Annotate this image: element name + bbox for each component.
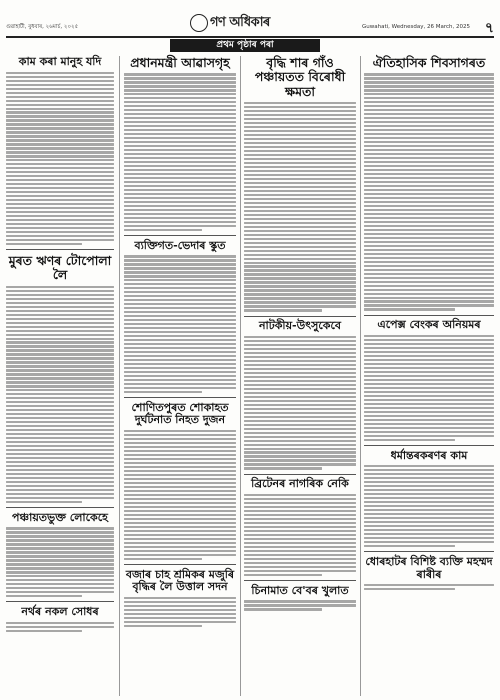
- headline-kam-kora: কাম কৰা মানুহ যদি: [18, 55, 102, 68]
- headline-panchayat: পঞ্চায়তভুক্ত লোকেহে: [12, 510, 108, 524]
- column-3: [244, 56, 356, 613]
- article-divider: [6, 507, 114, 508]
- article-divider: [124, 235, 236, 236]
- article-divider: [364, 445, 494, 446]
- article-divider: [124, 564, 236, 565]
- article-body: [124, 597, 236, 627]
- article-body: [364, 335, 494, 441]
- article-body: [364, 584, 494, 590]
- article-divider: [244, 580, 356, 581]
- article-body: [244, 102, 356, 311]
- masthead-date-left: গুৱাহাটী, বুধবাৰ, ২৬মাৰ্চ, ২০২৫: [6, 24, 79, 30]
- headline-sivasagar: ঐতিহাসিক শিবসাগৰত: [372, 55, 486, 70]
- headline-pm-awas: প্ৰধানমন্ত্ৰী আৱাসগৃহ: [130, 55, 230, 70]
- column-4: [364, 56, 494, 592]
- article-body: [6, 622, 114, 632]
- headline-apex-bank: এপেক্স বেংকৰ অনিয়মৰ: [377, 318, 481, 332]
- article-body: [364, 465, 494, 547]
- article-divider: [244, 474, 356, 475]
- headline-natakiya: নাটকীয়-উৎসুকেবে: [258, 319, 341, 333]
- headline-britain: ব্ৰিটেনৰ নাগৰিক নেকি: [251, 477, 349, 491]
- article-body: [364, 73, 494, 310]
- article-divider: [244, 316, 356, 317]
- article-divider: [124, 397, 236, 398]
- headline-byaktigat: ব্যক্তিগত-ভেদাৰ স্কুত: [134, 238, 226, 252]
- article-body: [244, 336, 356, 470]
- headline-murot-rin: মুৰত ঋণৰ টোপোলা লৈ: [8, 252, 112, 283]
- article-divider: [364, 551, 494, 552]
- article-body: [6, 286, 114, 503]
- section-banner: প্ৰথম পৃষ্ঠাৰ পৰা: [170, 39, 320, 52]
- logo-mark-icon: [190, 14, 208, 32]
- column-2: [124, 56, 236, 629]
- headline-tea-wage: বজাৰ চাহ শ্ৰমিকৰ মজুৰি বৃদ্ধিৰ লৈ উত্তাল সদন: [125, 567, 235, 594]
- article-body: [124, 430, 236, 560]
- article-body: [6, 72, 114, 246]
- article-divider: [364, 315, 494, 316]
- headline-dharmantar: ধৰ্মান্তৰকৰণৰ কাম: [390, 448, 468, 462]
- article-body: [124, 255, 236, 393]
- masthead: [0, 0, 500, 44]
- masthead-date-right: Guwahati, Wednesday, 26 March, 2025: [362, 24, 470, 30]
- column-divider: [360, 56, 361, 696]
- column-divider: [119, 56, 120, 696]
- headline-sonitpur: শোণিতপুৰত শোকাহত দুৰ্ঘটনাত নিহত দুজন: [131, 400, 229, 427]
- masthead-rule: [6, 36, 494, 38]
- column-1: [6, 56, 114, 634]
- headline-jorhat: ধোৰহাটৰ বিশিষ্ট ব্যক্তি মহম্মদ ৰাৰীৰ: [365, 554, 493, 581]
- article-body: [124, 73, 236, 231]
- article-body: [244, 600, 356, 610]
- page-number: ৭: [484, 20, 494, 36]
- headline-panchayat-power: বৃদ্ধি শাৰ গাঁও পঞ্চায়তত বিৰোধী ক্ষমতা: [254, 55, 346, 99]
- article-divider: [6, 601, 114, 602]
- headline-chinamat: চিনামাত বে'বৰ খুলাত: [251, 583, 349, 597]
- article-body: [244, 494, 356, 576]
- headline-north-nakal: নৰ্থৰ নকল সোধৰ: [21, 605, 99, 619]
- article-divider: [6, 249, 114, 250]
- column-divider: [240, 56, 241, 696]
- article-body: [6, 527, 114, 597]
- brand-logo: [190, 12, 310, 32]
- brand-name: গণ অধিকাৰ: [210, 15, 270, 30]
